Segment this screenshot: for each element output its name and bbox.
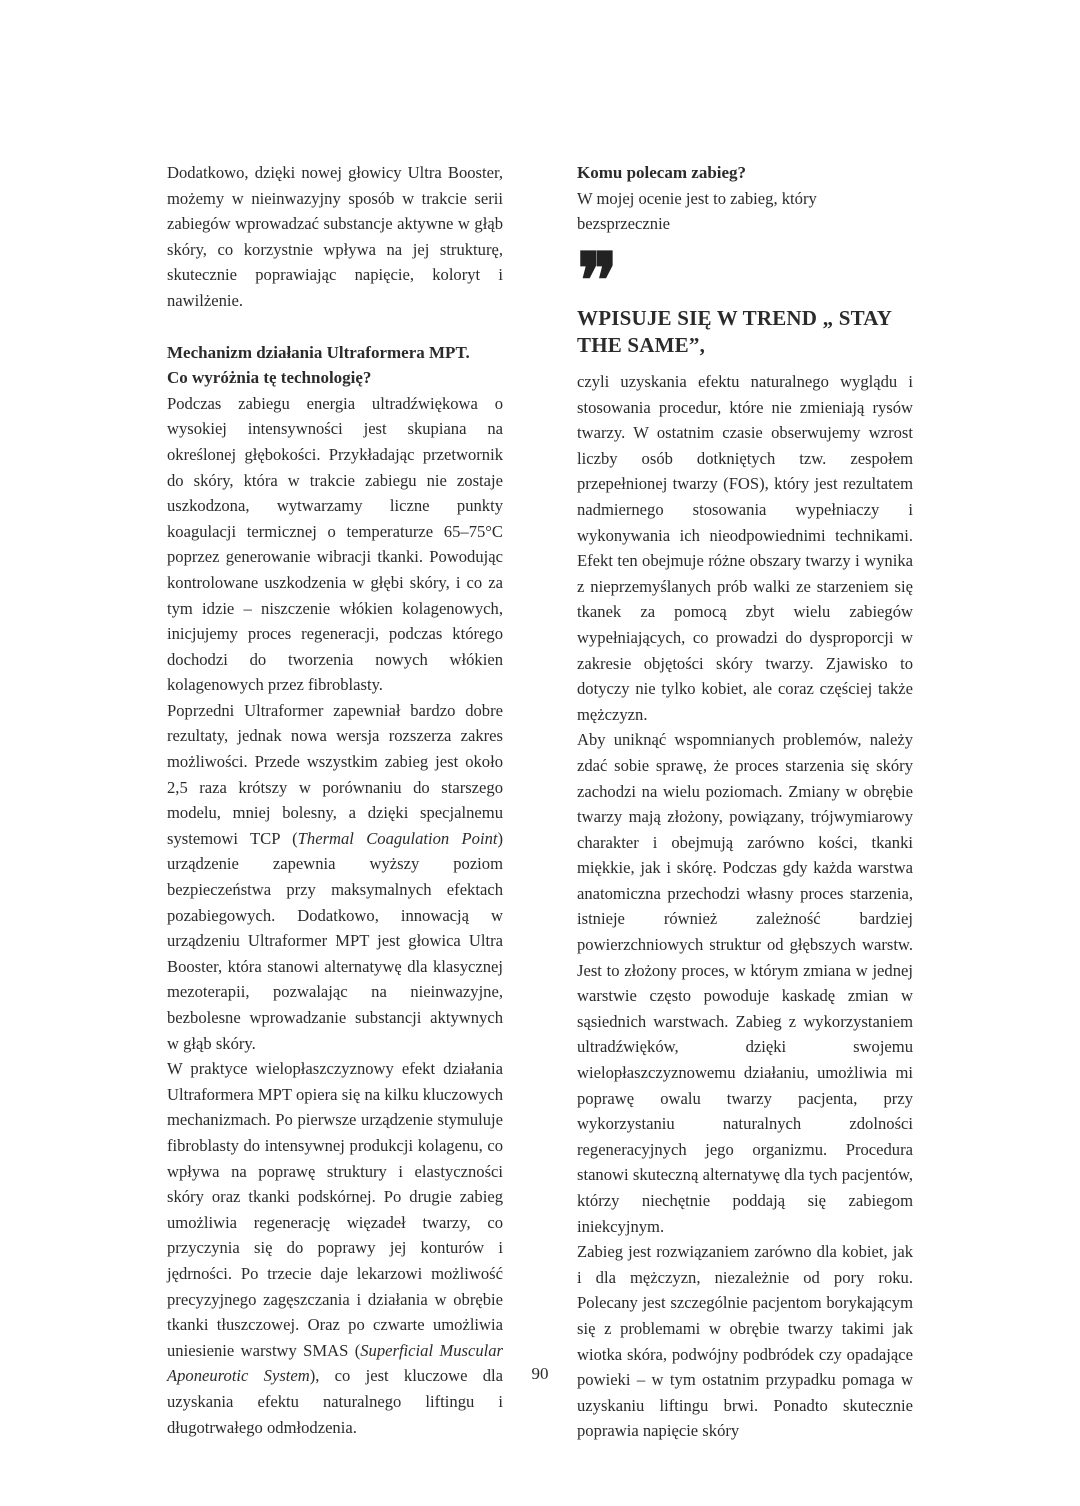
section-heading <box>167 340 503 391</box>
recommendation-heading: Komu polecam zabieg? <box>577 163 747 182</box>
recommendation-intro: W mojej ocenie jest to zabieg, który bezsprzecznie <box>577 188 817 234</box>
right-column-body <box>577 369 913 1444</box>
body-paragraph-2 <box>167 698 503 1056</box>
paragraph3-text-b: ), co jest kluczowe dla uzyskania efektu naturalnego liftingu i długotrwałego odmłodzenia. <box>167 1366 504 1437</box>
paragraph2-text-a: Poprzedni Ultraformer zapewniał bardzo dobre rezultaty, jednak nowa wersja rozszerza zakres możliwości. Przede wszystkim zabieg jest około 2,5 raza krótszy w porównaniu do starszego modelu, mniej bolesny, a dzięki specjalnemu systemowi TCP ( <box>167 700 503 848</box>
paragraph2-text-b: ) urządzenie zapewnia wyższy poziom bezpieczeństwa przy maksymalnych efektach pozabiegowych. Dodatkowo, innowacją w urządzeniu Ultraformer MPT jest głowica Ultra Booster, która stanowi alternatywę dla klasycznej mezoterapii, pozwalając na nieinwazyjne, bezbolesne wprowadzanie substancji aktywnych w głąb skóry. <box>167 828 504 1053</box>
quote-mark-icon: ❞ <box>577 235 618 325</box>
section-heading-line1: Mechanizm działania Ultraformera MPT. <box>167 342 470 362</box>
right-paragraph-1: czyli uzyskania efektu naturalnego wyglądu i stosowania procedur, które nie zmieniają rysów twarzy. W ostatnim czasie obserwujemy wzrost liczby osób dotkniętych tzw. zespołem przepełnionej twarzy (FOS), który jest rezultatem nadmiernego stosowania wypełniaczy i wykonywania ich nieodpowiednimi technikami. Efekt ten obejmuje różne obszary twarzy i wynika z nieprzemyślanych prób walki ze starzeniem się tkanek za pomocą zbyt wielu zabiegów wypełniających, co prowadzi do dysproporcji w zakresie objętości skóry twarzy. Zjawisko to dotyczy nie tylko kobiet, ale coraz częściej także mężczyzn. <box>577 372 913 724</box>
tcp-term: Thermal Coagulation Point <box>297 828 498 848</box>
smas-term: Superficial Muscular Aponeurotic System <box>167 1340 503 1386</box>
body-paragraph-1: Podczas zabiegu energia ultradźwiękowa o wysokiej intensywności jest skupiana na określonej głębokości. Przykładając przetwornik do skóry, która w trakcie zabiegu nie zostaje uszkodzona, wytwarzamy liczne punkty koagulacji termicznej o temperaturze 65–75°C poprzez generowanie wibracji tkanki. Powodując kontrolowane uszkodzenia w głębi skóry, i co za tym idzie – niszczenie włókien kolagenowych, inicjujemy proces regeneracji, podczas którego dochodzi do tworzenia nowych włókien kolagenowych przez fibroblasty. <box>167 393 503 695</box>
right-column-top <box>577 160 913 359</box>
right-paragraph-2: Aby uniknąć wspomnianych problemów, należy zdać sobie sprawę, że proces starzenia się skóry zachodzi na wielu poziomach. Zmiany w obrębie twarzy mają złożony, powiązany, trójwymiarowy charakter i obejmują zarówno kości, tkanki miękkie, jak i skórę. Podczas gdy każda warstwa anatomiczna przechodzi własny proces starzenia, istnieje również zależność bardziej powierzchniowych struktur od głębszych warstw. Jest to złożony proces, w którym zmiana w jednej warstwie często powoduje kaskadę zmian w sąsiednich warstwach. Zabieg z wykorzystaniem ultradźwięków, dzięki swojemu wielopłaszczyznowemu działaniu, umożliwia mi poprawę owalu twarzy pacjenta, przy wykorzystaniu naturalnych zdolności regeneracyjnych jego organizmu. Procedura stanowi skuteczną alternatywę dla tych pacjentów, którzy niechętnie poddają się zabiegom iniekcyjnym. <box>577 730 913 1236</box>
paragraph3-text-a: W praktyce wielopłaszczyznowy efekt działania Ultraformera MPT opiera się na kilku kluczowych mechanizmach. Po pierwsze urządzenie stymuluje fibroblasty do intensywnej produkcji kolagenu, co wpływa na poprawę struktury i elastyczności skóry oraz tkanki podskórnej. Po drugie zabieg umożliwia regenerację więzadeł twarzy, co przyczynia się do poprawy jej konturów i jędrności. Po trzecie daje lekarzowi możliwość precyzyjnego zagęszczania i działania w obrębie tkanki tłuszczowej. Oraz po czwarte umożliwia uniesienie warstwy SMAS ( <box>167 1059 503 1360</box>
page-number: 90 <box>531 1364 549 1383</box>
left-column <box>167 160 503 1440</box>
section-heading-line2: Co wyróżnia tę technologię? <box>167 368 372 388</box>
right-paragraph-3: Zabieg jest rozwiązaniem zarówno dla kobiet, jak i dla mężczyzn, niezależnie od pory roku. Polecany jest szczególnie pacjentom borykającym się z problemami w obrębie twarzy takimi jak wiotka skóra, podwójny podbródek czy opadające powieki – w tym ostatnim przypadku pomaga w uzyskaniu liftingu brwi. Ponadto skutecznie poprawia napięcie skóry <box>577 1242 913 1441</box>
left-intro-paragraph: Dodatkowo, dzięki nowej głowicy Ultra Booster, możemy w nieinwazyjny sposób w trakcie serii zabiegów wprowadzać substancje aktywne w głąb skóry, co korzystnie wpływa na jej strukturę, skutecznie poprawiając napięcie, koloryt i nawilżenie. <box>167 163 503 310</box>
pull-quote: WPISUJE SIĘ W TREND „ STAY THE SAME”, <box>577 305 892 357</box>
